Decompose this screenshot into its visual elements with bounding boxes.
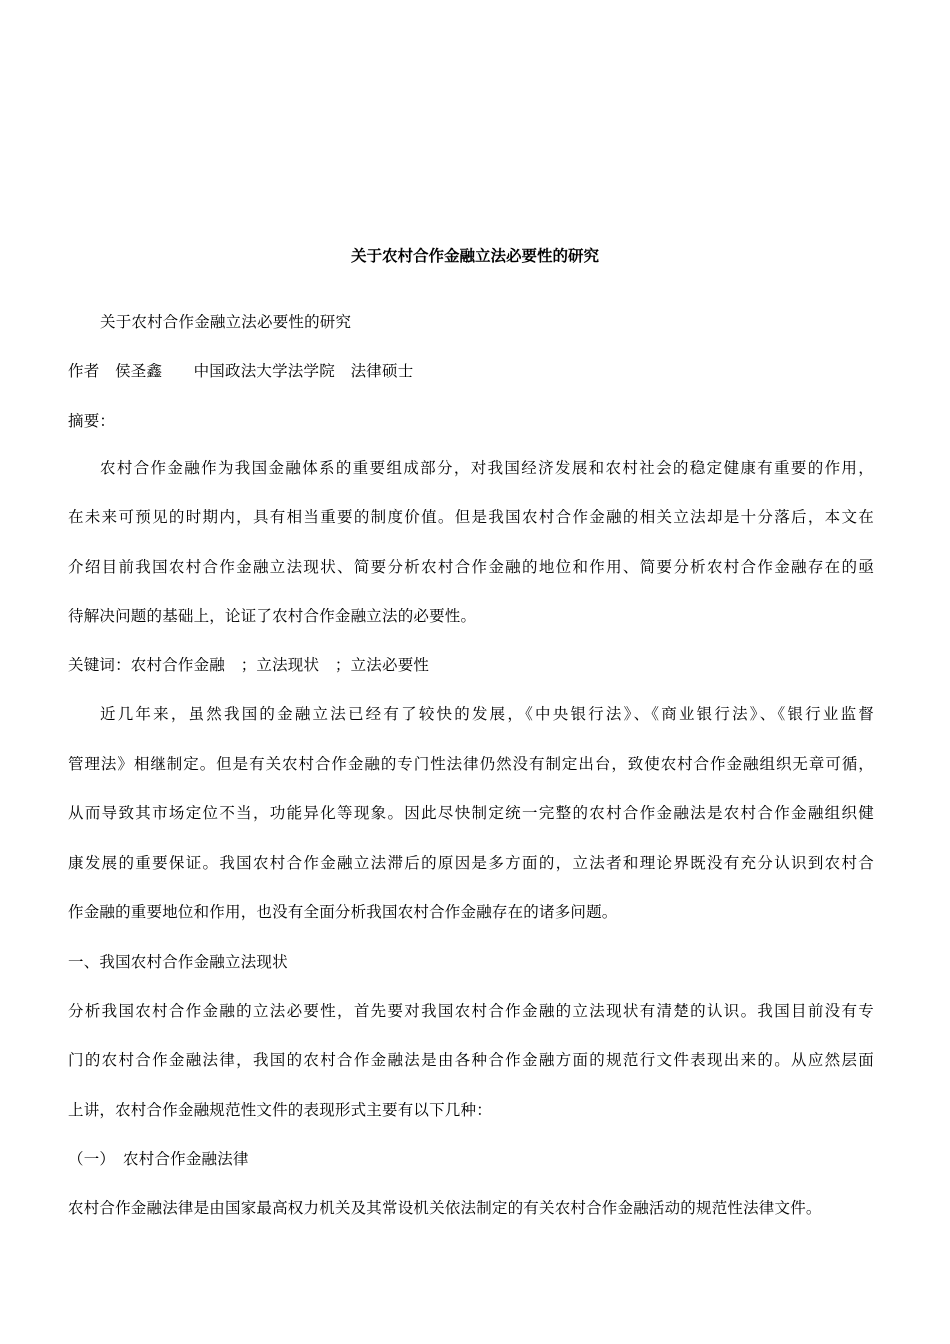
intro-line: 康发展的重要保证。我国农村合作金融立法滞后的原因是多方面的，立法者和理论界既没有充分认识到农村合 [68,854,874,872]
section-line: 分析我国农村合作金融的立法必要性，首先要对我国农村合作金融的立法现状有清楚的认识。我国目前没有专 [68,1002,874,1020]
intro-line: 管理法》相继制定。但是有关农村合作金融的专门性法律仍然没有制定出台，致使农村合作金融组织无章可循， [68,755,874,773]
abstract-line: 农村合作金融作为我国金融体系的重要组成部分，对我国经济发展和农村社会的稳定健康有重要的作用， [100,459,874,477]
keywords: 关键词：农村合作金融 ；立法现状 ；立法必要性 [68,656,430,674]
intro-line: 作金融的重要地位和作用，也没有全面分析我国农村合作金融存在的诸多问题。 [68,903,618,921]
abstract-label: 摘要： [68,412,116,430]
section-heading: 一、我国农村合作金融立法现状 [68,953,288,971]
section-line: 上讲，农村合作金融规范性文件的表现形式主要有以下几种： [68,1101,492,1119]
intro-line: 从而导致其市场定位不当，功能异化等现象。因此尽快制定统一完整的农村合作金融法是农村合作金融组织健 [68,804,874,822]
document-title: 关于农村合作金融立法必要性的研究 [350,247,599,265]
abstract-line: 待解决问题的基础上，论证了农村合作金融立法的必要性。 [68,607,477,625]
intro-line: 近几年来，虽然我国的金融立法已经有了较快的发展，《中央银行法》、《商业银行法》、《银行业监督 [100,705,874,723]
subtitle: 关于农村合作金融立法必要性的研究 [100,313,352,331]
abstract-line: 介绍目前我国农村合作金融立法现状、简要分析农村合作金融的地位和作用、简要分析农村合作金融存在的亟 [68,558,874,576]
subsection-heading: （一） 农村合作金融法律 [68,1150,249,1168]
subsection-line: 农村合作金融法律是由国家最高权力机关及其常设机关依法制定的有关农村合作金融活动的规范性法律文件。 [68,1199,822,1217]
author-line: 作者 侯圣鑫 中国政法大学法学院 法律硕士 [68,362,414,380]
section-line: 门的农村合作金融法律，我国的农村合作金融法是由各种合作金融方面的规范行文件表现出来的。从应然层面 [68,1051,874,1069]
abstract-line: 在未来可预见的时期内，具有相当重要的制度价值。但是我国农村合作金融的相关立法却是十分落后，本文在 [68,508,874,526]
